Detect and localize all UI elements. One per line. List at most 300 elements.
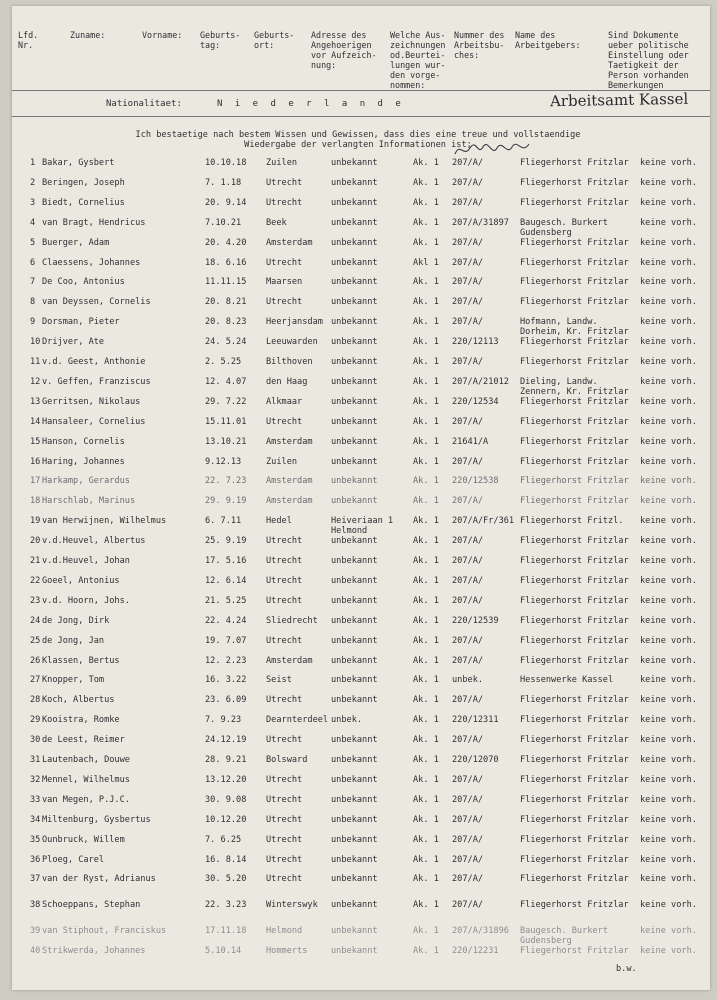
row-award: Ak. 1 [413,376,439,387]
row-number: 16 [30,456,41,467]
row-address: unbekannt [331,357,378,367]
row-award: Ak. 1 [413,197,439,208]
row-address: unbekannt [331,695,378,706]
row-documents: keine vorh. [640,456,697,467]
row-employer: Hessenwerke Kassel [520,675,614,686]
table-row [12,258,710,271]
row-name: Klassen, Bertus [42,655,120,666]
row-name: v.d.Heuvel, Albertus [42,536,146,547]
row-number: 29 [30,715,41,726]
row-birthplace: Utrecht [266,874,303,885]
row-name: Hansaleer, Cornelius [42,416,146,427]
row-award: Ak. 1 [413,854,439,865]
row-birthdate: 11.11.15 [205,277,247,288]
nationality-label: Nationalitaet: [106,99,182,109]
row-birthdate: 5.10.14 [205,946,242,957]
table-row [12,815,710,828]
row-number: 1 [30,158,36,168]
row-name: de Leest, Reimer [42,735,125,746]
row-name: Schoeppans, Stephan [42,900,141,911]
row-employer: Fliegerhorst Fritzlar [520,337,629,348]
row-number: 11 [30,357,41,367]
table-row [12,516,710,537]
row-birthdate: 13.10.21 [205,436,247,447]
row-employer: Baugesch. Burkert Gudensberg [520,217,608,238]
row-workbook-number: 207/A/ [452,794,484,805]
row-number: 24 [30,615,41,626]
row-number: 28 [30,695,41,706]
row-birthdate: 29. 7.22 [205,396,247,407]
row-address: unbekannt [331,396,378,407]
row-documents: keine vorh. [640,926,697,937]
row-address: unbekannt [331,376,378,387]
row-workbook-number: 207/A/ [452,655,484,666]
row-birthplace: Amsterdam [266,237,313,248]
table-row [12,277,710,290]
row-number: 2 [30,177,36,188]
table-row [12,536,710,549]
table-row [12,735,710,748]
row-name: de Jong, Dirk [42,615,110,626]
header-col-birthdate: Geburts- tag: [200,30,241,50]
row-workbook-number: 207/A/31897 [452,217,509,228]
table-row [12,900,710,913]
row-address: unbekannt [331,774,378,785]
row-workbook-number: 207/A/ [452,735,484,746]
row-documents: keine vorh. [640,774,697,785]
row-workbook-number: 207/A/ [452,774,484,785]
row-award: Ak. 1 [413,675,439,686]
row-award: Ak. 1 [413,217,439,228]
row-address: unbekannt [331,317,378,328]
row-address: unbekannt [331,197,378,208]
row-birthdate: 7. 1.18 [205,177,242,188]
row-workbook-number: unbek. [452,675,484,686]
row-name: Buerger, Adam [42,237,110,248]
table-row [12,238,710,251]
row-documents: keine vorh. [640,317,697,328]
row-workbook-number: 207/A/ [452,834,484,845]
table-row [12,656,710,669]
row-address: unbekannt [331,337,378,348]
row-employer: Fliegerhorst Fritzl. [520,516,624,527]
row-documents: keine vorh. [640,237,697,248]
row-birthplace: Utrecht [266,297,303,308]
row-award: Ak. 1 [413,735,439,746]
header-col-firstname: Vorname: [142,30,183,40]
row-number: 40 [30,946,41,957]
row-employer: Fliegerhorst Fritzlar [520,900,629,911]
row-address: unbekannt [331,874,378,885]
row-documents: keine vorh. [640,496,697,507]
row-workbook-number: 207/A/ [452,814,484,825]
header-col-awards: Welche Aus- zeichnungen od.Beurtei- lungen wur- den vorge- nommen: [390,30,446,90]
row-award: Ak. 1 [413,635,439,646]
row-address: unbekannt [331,814,378,825]
row-address: unbekannt [331,476,378,487]
row-employer: Fliegerhorst Fritzlar [520,357,629,367]
row-employer: Fliegerhorst Fritzlar [520,277,629,288]
row-birthdate: 7. 6.25 [205,834,242,845]
row-workbook-number: 21641/A [452,436,489,447]
row-address: unbekannt [331,735,378,746]
row-workbook-number: 207/A/ [452,257,484,268]
row-documents: keine vorh. [640,357,697,367]
row-number: 23 [30,595,41,606]
row-name: Dorsman, Pieter [42,317,120,328]
row-address: unbekannt [331,900,378,911]
row-birthdate: 20. 8.21 [205,297,247,308]
row-name: v.d. Geest, Anthonie [42,357,146,367]
row-employer: Fliegerhorst Fritzlar [520,946,629,957]
row-name: Goeel, Antonius [42,575,120,586]
row-workbook-number: 207/A/ [452,237,484,248]
row-name: Haring, Johannes [42,456,125,467]
row-workbook-number: 207/A/ [452,357,484,367]
row-address: unbekannt [331,297,378,308]
row-workbook-number: 207/A/ [452,416,484,427]
row-birthdate: 7.10.21 [205,217,242,228]
row-documents: keine vorh. [640,536,697,547]
row-birthdate: 10.12.20 [205,814,247,825]
row-employer: Fliegerhorst Fritzlar [520,158,629,168]
row-documents: keine vorh. [640,900,697,911]
row-birthdate: 28. 9.21 [205,755,247,765]
row-number: 20 [30,536,41,547]
row-birthdate: 22. 4.24 [205,615,247,626]
row-documents: keine vorh. [640,595,697,606]
row-birthdate: 17. 5.16 [205,556,247,566]
row-address: unbekannt [331,834,378,845]
row-award: Ak. 1 [413,874,439,885]
row-birthdate: 30. 5.20 [205,874,247,885]
row-name: Harkamp, Gerardus [42,476,130,487]
row-address: unbekannt [331,237,378,248]
row-birthplace: Hommerts [266,946,308,957]
row-documents: keine vorh. [640,158,697,168]
row-birthdate: 16. 3.22 [205,675,247,686]
row-address: unbekannt [331,456,378,467]
row-employer: Fliegerhorst Fritzlar [520,695,629,706]
row-number: 31 [30,755,41,765]
row-birthplace: Leeuwarden [266,337,318,348]
row-documents: keine vorh. [640,516,697,527]
row-address: unbekannt [331,158,378,168]
row-birthplace: Winterswyk [266,900,318,911]
row-number: 36 [30,854,41,865]
row-address: unbekannt [331,635,378,646]
row-birthplace: Amsterdam [266,655,313,666]
row-birthplace: Seist [266,675,292,686]
row-workbook-number: 207/A/ [452,536,484,547]
row-documents: keine vorh. [640,794,697,805]
row-name: Harschlab, Marinus [42,496,136,507]
row-name: Ploeg, Carel [42,854,105,865]
row-number: 30 [30,735,41,746]
row-name: van Deyssen, Cornelis [42,297,151,308]
row-birthdate: 20. 8.23 [205,317,247,328]
row-documents: keine vorh. [640,715,697,726]
row-award: Ak. 1 [413,575,439,586]
row-employer: Fliegerhorst Fritzlar [520,396,629,407]
row-employer: Hofmann, Landw. Dorheim, Kr. Fritzlar [520,317,629,338]
row-birthplace: Utrecht [266,635,303,646]
row-birthplace: Utrecht [266,177,303,188]
row-birthdate: 17.11.18 [205,926,247,937]
row-name: van Bragt, Hendricus [42,217,146,228]
row-name: de Jong, Jan [42,635,105,646]
row-documents: keine vorh. [640,695,697,706]
row-birthplace: Sliedrecht [266,615,318,626]
table-row [12,417,710,430]
row-workbook-number: 207/A/ [452,496,484,507]
row-documents: keine vorh. [640,946,697,957]
row-birthplace: den Haag [266,376,308,387]
row-award: Ak. 1 [413,277,439,288]
row-number: 21 [30,556,41,566]
row-workbook-number: 207/A/ [452,900,484,911]
row-documents: keine vorh. [640,635,697,646]
row-award: Ak. 1 [413,516,439,527]
row-employer: Fliegerhorst Fritzlar [520,436,629,447]
row-birthplace: Utrecht [266,794,303,805]
row-birthplace: Utrecht [266,197,303,208]
row-name: van Stiphout, Franciskus [42,926,167,937]
row-address: unbekannt [331,556,378,566]
table-row [12,675,710,688]
row-name: Hanson, Cornelis [42,436,125,447]
row-birthplace: Zuilen [266,158,298,168]
table-row [12,926,710,947]
document-page [12,6,710,990]
row-address: unbekannt [331,926,378,937]
row-birthplace: Utrecht [266,536,303,547]
row-number: 5 [30,237,36,248]
table-row [12,397,710,410]
row-award: Ak. 1 [413,926,439,937]
row-birthplace: Utrecht [266,814,303,825]
row-employer: Fliegerhorst Fritzlar [520,755,629,765]
table-row [12,178,710,191]
row-employer: Fliegerhorst Fritzlar [520,655,629,666]
row-award: Ak. 1 [413,615,439,626]
row-name: v.d. Hoorn, Johs. [42,595,130,606]
row-name: Kooistra, Romke [42,715,120,726]
row-birthdate: 30. 9.08 [205,794,247,805]
row-award: Ak. 1 [413,416,439,427]
confirmation-statement [78,130,638,150]
row-award: Ak. 1 [413,158,439,168]
row-birthplace: Dearnterdeel [266,715,329,726]
header-col-employer: Name des Arbeitgebers: [515,30,581,50]
row-employer: Fliegerhorst Fritzlar [520,536,629,547]
row-birthplace: Utrecht [266,735,303,746]
row-documents: keine vorh. [640,854,697,865]
row-award: Ak. 1 [413,814,439,825]
row-birthplace: Utrecht [266,695,303,706]
row-award: Ak. 1 [413,456,439,467]
row-birthdate: 25. 9.19 [205,536,247,547]
row-award: Ak. 1 [413,357,439,367]
row-workbook-number: 207/A/ [452,695,484,706]
row-number: 38 [30,900,41,911]
row-birthdate: 13.12.20 [205,774,247,785]
row-employer: Fliegerhorst Fritzlar [520,615,629,626]
row-award: Ak. 1 [413,695,439,706]
row-award: Ak. 1 [413,774,439,785]
table-row [12,217,710,238]
row-workbook-number: 220/12311 [452,715,499,726]
row-birthdate: 9.12.13 [205,456,242,467]
confirmation-text: Ich bestaetige nach bestem Wissen und Gewissen, dass dies eine treue und vollstaendige Wiedergabe der verlangten Informationen ist; [135,130,581,150]
row-award: Ak. 1 [413,396,439,407]
row-employer: Fliegerhorst Fritzlar [520,715,629,726]
row-award: Ak. 1 [413,946,439,957]
table-row [12,198,710,211]
row-documents: keine vorh. [640,615,697,626]
row-documents: keine vorh. [640,874,697,885]
row-number: 12 [30,376,41,387]
row-number: 15 [30,436,41,447]
row-birthplace: Utrecht [266,834,303,845]
row-birthdate: 12. 4.07 [205,376,247,387]
row-documents: keine vorh. [640,575,697,586]
table-row [12,337,710,350]
row-workbook-number: 207/A/ [452,158,484,168]
row-birthplace: Alkmaar [266,396,303,407]
row-workbook-number: 207/A/ [452,177,484,188]
row-documents: keine vorh. [640,436,697,447]
row-number: 26 [30,655,41,666]
row-award: Ak. 1 [413,755,439,765]
row-award: Ak. 1 [413,496,439,507]
header-col-number: Lfd. Nr. [18,30,39,50]
row-award: Ak. 1 [413,900,439,911]
row-employer: Fliegerhorst Fritzlar [520,496,629,507]
table-row [12,496,710,509]
row-birthdate: 12. 6.14 [205,575,247,586]
footer-initials: b.w. [616,964,637,974]
row-number: 7 [30,277,36,288]
table-row [12,775,710,788]
row-employer: Fliegerhorst Fritzlar [520,416,629,427]
table-row [12,158,710,171]
row-birthplace: Utrecht [266,854,303,865]
row-workbook-number: 220/12231 [452,946,499,957]
nationality-value: N i e d e r l a n d e [217,99,405,109]
row-address: unbek. [331,715,363,726]
row-birthdate: 23. 6.09 [205,695,247,706]
row-award: Ak. 1 [413,834,439,845]
row-name: Miltenburg, Gysbertus [42,814,151,825]
row-workbook-number: 220/12070 [452,755,499,765]
row-birthplace: Utrecht [266,556,303,566]
row-birthplace: Bolsward [266,755,308,765]
row-documents: keine vorh. [640,376,697,387]
row-number: 14 [30,416,41,427]
row-award: Ak. 1 [413,317,439,328]
row-birthdate: 12. 2.23 [205,655,247,666]
row-number: 25 [30,635,41,646]
table-row [12,715,710,728]
row-employer: Baugesch. Burkert Gudensberg [520,926,608,947]
row-award: Ak. 1 [413,177,439,188]
row-birthplace: Utrecht [266,774,303,785]
row-number: 35 [30,834,41,845]
header-col-surname: Zuname: [70,30,106,40]
row-birthplace: Utrecht [266,257,303,268]
row-address: unbekannt [331,675,378,686]
table-row [12,636,710,649]
row-award: Ak. 1 [413,715,439,726]
row-name: Drijver, Ate [42,337,105,348]
row-employer: Fliegerhorst Fritzlar [520,834,629,845]
row-workbook-number: 207/A/ [452,277,484,288]
row-workbook-number: 220/12539 [452,615,499,626]
row-address: unbekannt [331,575,378,586]
office-stamp: Arbeitsamt Kassel [549,89,689,111]
table-row [12,556,710,569]
row-name: van der Ryst, Adrianus [42,874,156,885]
table-row [12,855,710,868]
row-name: Gerritsen, Nikolaus [42,396,141,407]
table-row [12,616,710,629]
row-address: unbekannt [331,615,378,626]
row-documents: keine vorh. [640,337,697,348]
row-birthplace: Hedel [266,516,292,527]
row-workbook-number: 220/12113 [452,337,499,348]
row-number: 39 [30,926,41,937]
row-documents: keine vorh. [640,396,697,407]
table-row [12,874,710,887]
row-birthdate: 6. 7.11 [205,516,242,527]
row-name: Bakar, Gysbert [42,158,115,168]
row-workbook-number: 207/A/ [452,874,484,885]
row-number: 33 [30,794,41,805]
row-documents: keine vorh. [640,257,697,268]
row-birthdate: 18. 6.16 [205,257,247,268]
row-name: v. Geffen, Franziscus [42,376,151,387]
row-documents: keine vorh. [640,217,697,228]
row-address: unbekannt [331,217,378,228]
row-workbook-number: 207/A/ [452,456,484,467]
row-birthdate: 22. 7.23 [205,476,247,487]
row-address: unbekannt [331,655,378,666]
row-employer: Fliegerhorst Fritzlar [520,814,629,825]
row-workbook-number: 207/A/ [452,556,484,566]
row-address: unbekannt [331,946,378,957]
row-birthplace: Utrecht [266,575,303,586]
row-documents: keine vorh. [640,556,697,566]
row-number: 17 [30,476,41,487]
row-employer: Fliegerhorst Fritzlar [520,556,629,566]
header-col-address: Adresse des Angehoerigen vor Aufzeich- nung: [311,30,377,70]
row-address: unbekannt [331,496,378,507]
row-award: Ak. 1 [413,237,439,248]
row-birthdate: 16. 8.14 [205,854,247,865]
row-number: 22 [30,575,41,586]
row-employer: Fliegerhorst Fritzlar [520,794,629,805]
row-name: Beringen, Joseph [42,177,125,188]
row-name: Strikwerda, Johannes [42,946,146,957]
row-birthplace: Amsterdam [266,496,313,507]
row-address: unbekannt [331,436,378,447]
row-number: 4 [30,217,36,228]
row-number: 27 [30,675,41,686]
row-employer: Fliegerhorst Fritzlar [520,595,629,606]
row-employer: Fliegerhorst Fritzlar [520,575,629,586]
row-employer: Fliegerhorst Fritzlar [520,774,629,785]
